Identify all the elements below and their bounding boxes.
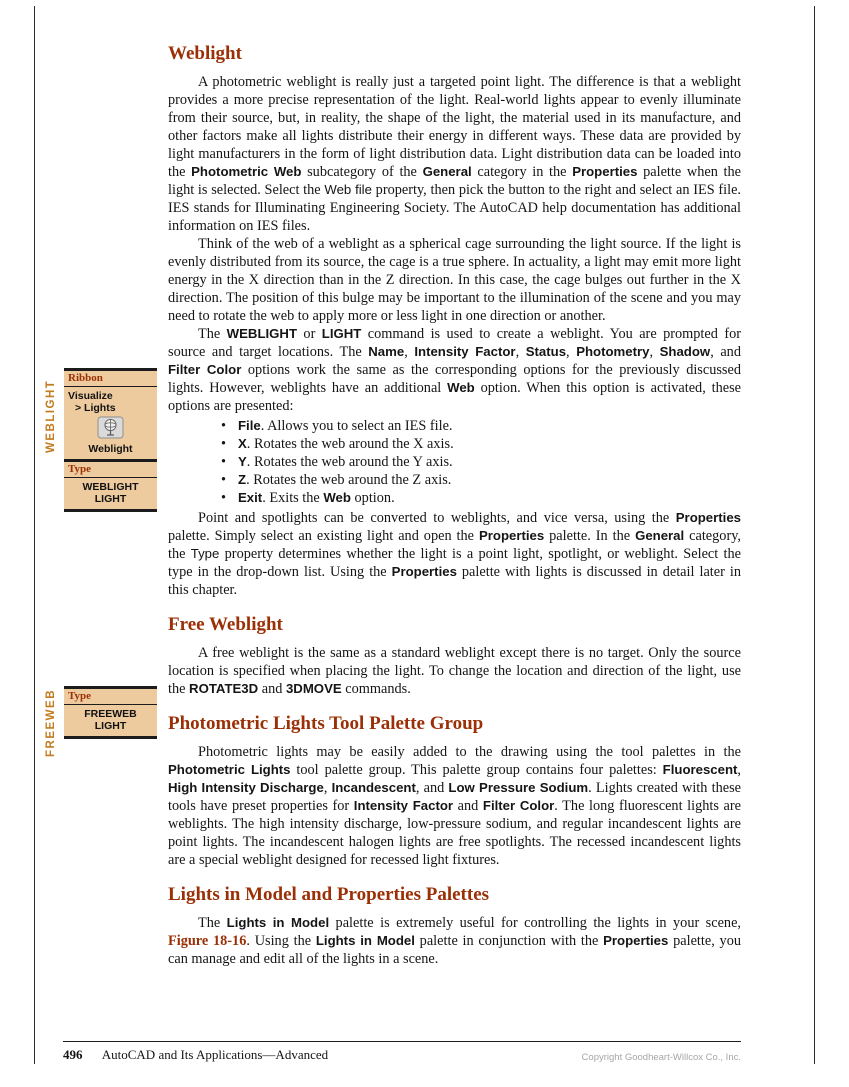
paragraph: A free weblight is the same as a standard weblight except there is no target. Only the source location is specified when placing the light. To change the location and direction of the light, use the ROTATE3D and 3DMOVE commands. [168, 645, 741, 697]
command-name: LIGHT [94, 493, 127, 505]
ribbon-panel-label: > Lights [75, 402, 116, 414]
page-footer [63, 1047, 741, 1063]
bold-term: Shadow [659, 344, 711, 359]
bold-term: Lights in Model [315, 933, 415, 948]
bold-term: Incandescent [331, 780, 416, 795]
bold-term: Filter Color [168, 362, 242, 377]
bold-term: Properties [603, 933, 669, 948]
bold-term: Properties [675, 510, 741, 525]
bullet-item: • Y. Rotates the web around the Y axis. [238, 453, 741, 471]
weblight-command-reference [64, 368, 157, 512]
bold-term: Photometric Web [191, 164, 302, 179]
type-command-list [64, 705, 157, 736]
right-page-rule [814, 6, 815, 1064]
bold-term: ROTATE3D [189, 681, 259, 696]
bold-term: General [635, 528, 685, 543]
bold-term: 3DMOVE [285, 681, 342, 696]
type-section-header: Type [64, 689, 157, 705]
tool-caption: Weblight [88, 443, 133, 455]
paragraph: Think of the web of a weblight as a spherical cage surrounding the light source. If the light is evenly distributed from its source, the cage is a true sphere. In actuality, a light may emit more light energy in the X direction than in the Z direction. In this case, the cage bulges out further in the X direction. The position of this bulge may be important to the illumination of the scene and you may need to rotate the web to apply more or less light in one direction or another. [168, 236, 741, 324]
command-name: WEBLIGHT [82, 481, 139, 493]
bullet-list [168, 417, 741, 507]
section-heading: Weblight [168, 43, 242, 64]
type-command-list [64, 478, 157, 509]
bold-term: Photometric Lights [168, 762, 291, 777]
bold-term: Fluorescent [662, 762, 738, 777]
bold-term: LIGHT [321, 326, 362, 341]
bullet-item: • X. Rotates the web around the X axis. [238, 435, 741, 453]
command-name: FREEWEB [84, 708, 137, 720]
bold-term: Lights in Model [226, 915, 330, 930]
bold-term: Status [525, 344, 567, 359]
paragraph: Point and spotlights can be converted to weblights, and vice versa, using the Properties palette. Simply select an existing light and open the Properties palette. In the General category, the Type property determines whether the light is a point light, spotlight, or weblight. Select the type in the drop-down list. Using the Properties palette with lights is discussed in detail later in this chapter. [168, 510, 741, 598]
bold-term: WEBLIGHT [226, 326, 297, 341]
freeweb-command-reference [64, 686, 157, 739]
margin-label-weblight: WEBLIGHT [45, 379, 57, 453]
bold-term: General [422, 164, 472, 179]
bold-term: X [238, 436, 247, 451]
ribbon-path [64, 387, 157, 459]
ribbon-tab-label: Visualize [68, 390, 113, 402]
weblight-tool-icon [97, 416, 124, 439]
section-heading: Lights in Model and Properties Palettes [168, 884, 490, 905]
page-number: 496 [63, 1047, 83, 1062]
bold-term: Intensity Factor [353, 798, 454, 813]
property-name: Type [190, 546, 220, 561]
bold-term: File [238, 418, 261, 433]
bullet-item: • Z. Rotates the web around the Z axis. [238, 471, 741, 489]
bold-term: Properties [391, 564, 457, 579]
bold-term: Low Pressure Sodium [448, 780, 589, 795]
section-heading: Free Weblight [168, 614, 283, 635]
bold-term: Web [323, 490, 351, 505]
tool-icon-row [68, 416, 153, 442]
bold-term: Filter Color [482, 798, 555, 813]
ribbon-section-header: Ribbon [64, 371, 157, 387]
bullet-item: • File. Allows you to select an IES file. [238, 417, 741, 435]
section-heading: Photometric Lights Tool Palette Group [168, 713, 484, 734]
bold-term: Photometry [576, 344, 650, 359]
bullet-item: • Exit. Exits the Web option. [238, 489, 741, 507]
bold-term: Z [238, 472, 247, 487]
paragraph: The Lights in Model palette is extremely useful for controlling the lights in your scene, Figure 18-16. Using the Lights in Model palette in conjunction with the Properties palette, you can manage and edit all of the lights in a scene. [168, 915, 741, 967]
paragraph: A photometric weblight is really just a targeted point light. The difference is that a weblight provides a more precise representation of the light. Real-world lights appear to evenly illuminate from their source, but, in reality, the shape of the light, the material used in its manufacture, and other factors make all lights distribute their energy in different ways. These data are provided by light manufacturers in the form of light distribution data. Light distribution data can be loaded into the Photometric Web subcategory of the General category in the Properties palette when the light is selected. Select the Web file property, then pick the button to the right and select an IES file. IES stands for Illuminating Engineering Society. The AutoCAD help documentation has additional information on IES files. [168, 74, 742, 234]
bold-term: Exit [238, 490, 263, 505]
bold-term: Name [368, 344, 405, 359]
command-name: LIGHT [94, 720, 127, 732]
left-page-rule [34, 6, 35, 1064]
bold-term: High Intensity Discharge [168, 780, 324, 795]
type-section-header: Type [64, 459, 157, 478]
book-title: AutoCAD and Its Applications—Advanced [101, 1047, 329, 1062]
bold-term: Properties [572, 164, 638, 179]
property-name: Web file [324, 182, 372, 197]
footer-rule [63, 1041, 741, 1042]
paragraph: Photometric lights may be easily added to the drawing using the tool palettes in the Photometric Lights tool palette group. This palette group contains four palettes: Fluorescent, High Intensity Discharge, Incandescent, and Low Pressure Sodium. Lights created with these tools have preset properties for Intensity Factor and Filter Color. The long fluorescent lights are weblights. The high intensity discharge, low-pressure sodium, and regular incandescent lights are point lights. The incandescent halogen lights are free spotlights. The recessed incandescent lights are a special weblight designed for recessed light fixtures. [168, 744, 741, 868]
bold-term: Web [447, 380, 475, 395]
figure-reference: Figure 18-16 [168, 933, 247, 949]
main-text-column [168, 42, 741, 968]
paragraph: The WEBLIGHT or LIGHT command is used to create a weblight. You are prompted for source and target locations. The Name, Intensity Factor, Status, Photometry, Shadow, and Filter Color options work the same as the corresponding options for the previously discussed lights. However, weblights have an additional Web option. When this option is activated, these options are presented: [168, 326, 741, 414]
copyright-notice: Copyright Goodheart-Willcox Co., Inc. [581, 1052, 741, 1063]
bold-term: Y [238, 454, 247, 469]
bold-term: Properties [478, 528, 545, 543]
margin-label-freeweb: FREEWEB [45, 689, 57, 757]
bold-term: Intensity Factor [414, 344, 516, 359]
